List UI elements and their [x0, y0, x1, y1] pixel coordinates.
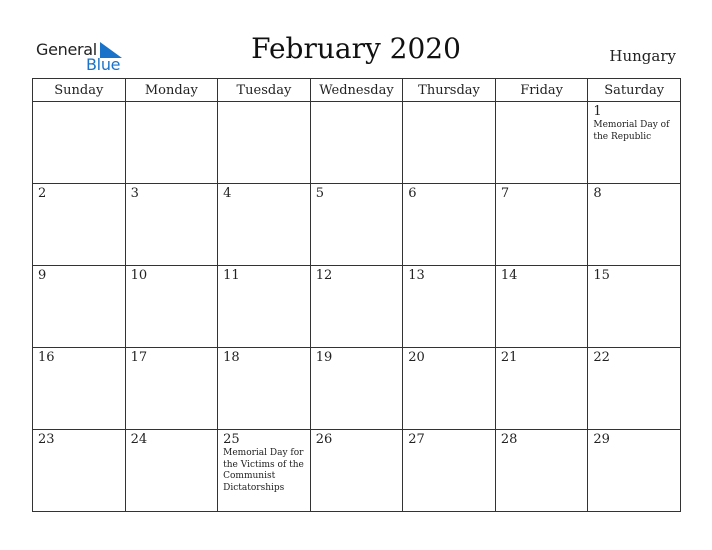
day-number: 19: [315, 350, 333, 365]
day-cell: [403, 184, 496, 266]
day-number: 14: [500, 268, 518, 283]
day-cell: [125, 184, 218, 266]
day-cell: [588, 184, 681, 266]
day-number: 13: [408, 268, 425, 283]
day-cell: [403, 102, 496, 184]
day-number: 15: [593, 268, 610, 283]
day-number: 28: [500, 432, 518, 447]
week-row: [33, 430, 681, 512]
day-number: 23: [38, 432, 55, 447]
day-number: 10: [130, 268, 148, 283]
day-cell: [125, 348, 218, 430]
country-label: Hungary: [609, 47, 676, 65]
day-cell: [310, 348, 403, 430]
day-cell: [33, 348, 126, 430]
day-cell: [218, 266, 311, 348]
day-number: 8: [593, 186, 602, 201]
day-cell: [310, 266, 403, 348]
day-cell: [495, 348, 588, 430]
day-number: 18: [223, 350, 240, 365]
day-number: 16: [38, 350, 55, 365]
day-cell: [588, 348, 681, 430]
day-number: 7: [500, 186, 510, 201]
day-number: 4: [223, 186, 232, 201]
page-title: February 2020: [251, 32, 461, 65]
weekday-header: Tuesday: [218, 79, 311, 102]
day-cell: [310, 184, 403, 266]
day-number: 2: [38, 186, 47, 201]
day-number: 17: [130, 350, 148, 365]
day-number: 1: [593, 104, 602, 119]
day-number: 29: [593, 432, 610, 447]
holiday-label: Memorial Day of the Republic: [593, 120, 670, 142]
calendar-grid: [32, 78, 681, 512]
day-number: 22: [593, 350, 610, 365]
day-number: 27: [408, 432, 425, 447]
day-cell: [310, 430, 403, 512]
day-cell: [218, 102, 311, 184]
weekday-header-row: [33, 79, 681, 102]
day-cell: [310, 102, 403, 184]
weekday-header: Saturday: [588, 79, 681, 102]
day-number: 24: [130, 432, 148, 447]
holiday-label: Memorial Day for the Victims of the Communist Dictatorships: [223, 448, 304, 493]
day-cell: [403, 348, 496, 430]
day-cell: [403, 430, 496, 512]
day-cell: [33, 430, 126, 512]
day-cell: [588, 102, 681, 184]
weekday-header: Sunday: [33, 79, 126, 102]
day-number: 9: [38, 268, 47, 283]
day-cell: [495, 430, 588, 512]
week-row: [33, 266, 681, 348]
day-number: 6: [408, 186, 417, 201]
day-cell: [218, 348, 311, 430]
day-number: 3: [130, 186, 139, 201]
day-cell: [33, 266, 126, 348]
day-number: 11: [223, 268, 240, 283]
day-cell: [33, 102, 126, 184]
day-cell: [495, 184, 588, 266]
day-cell: [218, 184, 311, 266]
week-row: [33, 184, 681, 266]
day-number: 26: [315, 432, 333, 447]
logo-text-blue: Blue: [86, 55, 121, 74]
day-cell: [588, 430, 681, 512]
day-number: 20: [408, 350, 425, 365]
day-cell: [495, 266, 588, 348]
day-cell: [588, 266, 681, 348]
day-cell: [125, 102, 218, 184]
weekday-header: Wednesday: [310, 79, 403, 102]
day-cell: [403, 266, 496, 348]
day-cell: [218, 430, 311, 512]
day-number: 25: [223, 432, 240, 447]
day-number: 21: [500, 350, 518, 365]
week-row: [33, 102, 681, 184]
logo-text-general: General: [36, 40, 97, 59]
day-number: 12: [315, 268, 333, 283]
weekday-header: Thursday: [403, 79, 496, 102]
day-cell: [125, 430, 218, 512]
day-number: 5: [315, 186, 324, 201]
day-cell: [125, 266, 218, 348]
weekday-header: Friday: [495, 79, 588, 102]
week-row: [33, 348, 681, 430]
day-cell: [33, 184, 126, 266]
weekday-header: Monday: [125, 79, 218, 102]
day-cell: [495, 102, 588, 184]
